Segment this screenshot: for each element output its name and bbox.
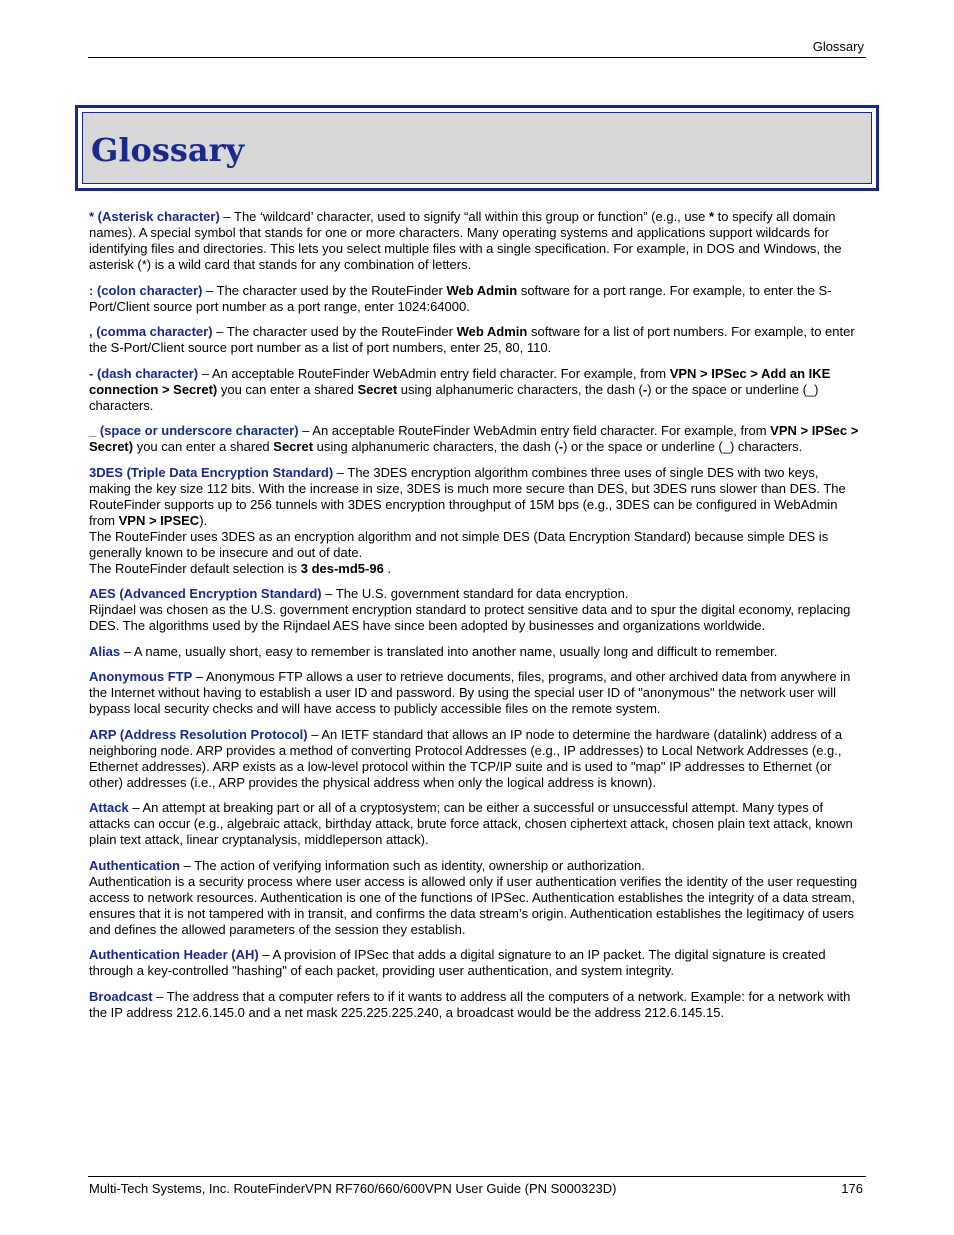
definition-text: you can enter a shared [133, 439, 274, 454]
definition-text: – The character used by the RouteFinder [202, 282, 447, 298]
definition-text: – Anonymous FTP allows a user to retrieve documents, files, programs, and other archived data from anywhere in the Internet without having to establish a user ID and password. By using the special user ID of "anonymous" the network user will bypass local security checks and will have access to publicly accessible files on the remote system. [89, 669, 851, 716]
header-section-label: Glossary [812, 39, 864, 54]
definition-text: – The U.S. government standard for data encryption. [321, 586, 629, 601]
glossary-term: Alias [89, 643, 121, 659]
glossary-term: Authentication Header (AH) [89, 947, 259, 962]
glossary-term: AES (Advanced Encryption Standard) [89, 586, 322, 601]
bold-text: Secret [357, 381, 398, 397]
glossary-entry-dash [89, 366, 861, 414]
definition-text: ). [199, 512, 208, 528]
definition-text: – A provision of IPSec that adds a digital signature to an IP packet. The digital signature is created through a key-controlled "hashing" of each packet, providing user authentication, and system integrity. [89, 947, 826, 978]
definition-text: Authentication is a security process where user access is allowed only if user authentication verifies the identity of the user requesting access to network resources. Authentication is one of the functions of IPSec. Authentication establishes the integrity of a data stream, ensures that it is not tampered with in transit, and confirms the data stream’s origin. Authentication establishes the legitimacy of users and defines the allowed parameters of the session they establish. [89, 873, 858, 937]
definition-text: – An acceptable RouteFinder WebAdmin entry field character. For example, from [198, 365, 670, 381]
definition-text: . [383, 560, 392, 576]
bold-text: * [708, 209, 715, 224]
definition-text: to specify all domain names). A special symbol that stands for one or more characters. Many operating systems and applications support wildcards for identifying files and directories. This lets you select multiple files with a single specification. For example, in DOS and Windows, the asterisk (*) is a wild card that stands for any combination of letters. [89, 209, 842, 272]
glossary-entry-arp [89, 727, 861, 791]
page-footer [88, 1176, 866, 1196]
definition-text: – A name, usually short, easy to remember is translated into another name, usually long and difficult to remember. [120, 643, 778, 659]
glossary-term: 3DES (Triple Data Encryption Standard) [89, 464, 334, 480]
page-header [88, 38, 866, 58]
bold-text: Secret [273, 439, 314, 454]
title-banner-inner [82, 112, 872, 184]
glossary-entry-asterisk [89, 209, 861, 273]
bold-text: VPN > IPSec > Secret) [89, 423, 859, 454]
glossary-term: Authentication [89, 857, 180, 873]
glossary-entry-attack [89, 800, 861, 848]
bold-text: - [642, 381, 648, 397]
page-title: Glossary [91, 131, 245, 169]
bold-text: 3 des-md5-96 [300, 560, 384, 576]
definition-text: – The 3DES encryption algorithm combines three uses of single DES with two keys, making the key size 112 bits. With the increase in size, 3DES is much more secure than DES, but 3DES runs slower than DES. The RouteFinder supports up to 256 tunnels with 3DES encryption throughput of 15M bps (e.g., 3DES can be configured in WebAdmin from [89, 464, 846, 528]
definition-text: – An IETF standard that allows an IP node to determine the hardware (datalink) address of a neighboring node. ARP provides a method of converting Protocol Addresses (e.g., IP addresses) to Local Network Addresses (e.g., Ethernet addresses). ARP exists as a low-level protocol within the TCP/IP suite and is used to "map" IP addresses to Ethernet (or other) addresses (i.e., ARP provides the physical address when only the logical address is known). [89, 726, 843, 790]
glossary-content [89, 209, 861, 1030]
glossary-term: _ (space or underscore character) [89, 423, 299, 438]
bold-text: Web Admin [456, 324, 528, 339]
definition-text: Rijndael was chosen as the U.S. government encryption standard to protect sensitive data and to spur the digital economy, replacing DES. The algorithms used by the Rijndael AES have since been adopted by businesses and organizations worldwide. [89, 602, 851, 633]
definition-text: – The address that a computer refers to if it wants to address all the computers of a network. Example: for a network with the IP address 212.6.145.0 and a net mask 225.225.225.240, a broadcast would be the address 212.6.145.15. [89, 988, 851, 1020]
glossary-term: Broadcast [89, 988, 153, 1004]
definition-text: you can enter a shared [217, 381, 358, 397]
definition-text: software for a port range. For example, to enter the S-Port/Client source port number as a port range, enter 1024:64000. [89, 282, 832, 314]
definition-text: using alphanumeric characters, the dash ( [313, 439, 559, 454]
bold-text: VPN > IPSEC [118, 512, 200, 528]
definition-text: – An attempt at breaking part or all of a cryptosystem; can be either a successful or unsuccessful attempt. Many types of attacks can occur (e.g., algebraic attack, birthday attack, brute force attack, chosen ciphertext attack, chosen plain text attack, known plain text attack, linear cryptanalysis, middleperson attack). [89, 800, 853, 847]
definition-text: using alphanumeric characters, the dash ( [397, 381, 643, 397]
glossary-entry-ah [89, 947, 861, 979]
glossary-entry-3des [89, 465, 861, 577]
glossary-term: , (comma character) [89, 324, 213, 339]
definition-text: – The character used by the RouteFinder [212, 324, 457, 339]
definition-text: – The action of verifying information such as identity, ownership or authorization. [180, 857, 645, 873]
glossary-entry-anonftp [89, 669, 861, 717]
title-banner [75, 105, 879, 191]
glossary-term: Anonymous FTP [89, 669, 193, 684]
page-number: 176 [841, 1181, 863, 1196]
glossary-term: Attack [89, 800, 129, 815]
glossary-term: * (Asterisk character) [89, 209, 220, 224]
glossary-entry-underscore [89, 423, 861, 455]
definition-text: – An acceptable RouteFinder WebAdmin entry field character. For example, from [298, 423, 771, 438]
glossary-term: : (colon character) [89, 282, 203, 298]
glossary-term: - (dash character) [89, 365, 199, 381]
glossary-entry-comma [89, 324, 861, 356]
glossary-entry-colon [89, 283, 861, 315]
definition-text: The RouteFinder uses 3DES as an encryption algorithm and not simple DES (Data Encryption Standard) because simple DES is generally known to be insecure and out of date. [89, 528, 829, 560]
bold-text: VPN > IPSec > Add an IKE connection > Secret) [89, 365, 831, 397]
definition-text: The RouteFinder default selection is [89, 560, 301, 576]
footer-doc-title: Multi-Tech Systems, Inc. RouteFinderVPN RF760/660/600VPN User Guide (PN S000323D) [89, 1181, 617, 1196]
definition-text: ) or the space or underline (_) characters. [563, 439, 803, 454]
glossary-entry-alias [89, 644, 861, 660]
definition-text: ) or the space or underline (_) characters. [89, 381, 819, 413]
glossary-entry-aes [89, 586, 861, 634]
glossary-entry-broadcast [89, 989, 861, 1021]
bold-text: - [558, 439, 564, 454]
definition-text: – The ‘wildcard’ character, used to signify “all within this group or function” (e.g., use [219, 209, 709, 224]
bold-text: Web Admin [446, 282, 518, 298]
glossary-entry-authentication [89, 858, 861, 938]
definition-text: software for a list of port numbers. For example, to enter the S-Port/Client source port number as a list of port numbers, enter 25, 80, 110. [89, 324, 855, 355]
glossary-term: ARP (Address Resolution Protocol) [89, 726, 308, 742]
